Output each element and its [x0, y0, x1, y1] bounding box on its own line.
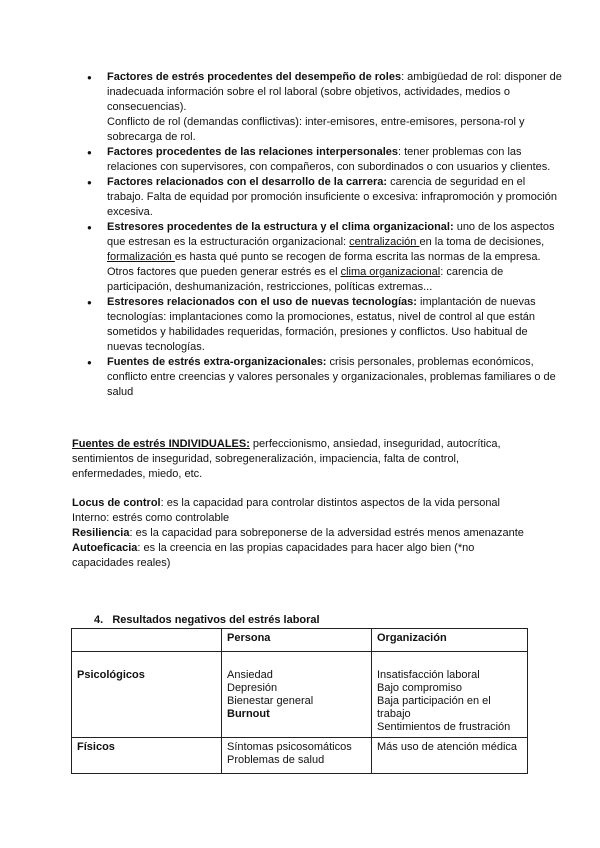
factor-heading: Estresores relacionados con el uso de nuevas tecnologías: — [107, 296, 417, 308]
table-cell: Ansiedad Depresión Bienestar general Burnout — [222, 652, 372, 738]
table-cell: Insatisfacción laboral Bajo compromiso Baja participación en el trabajo Sentimientos de frustración — [372, 652, 528, 738]
table-header-row — [72, 629, 528, 652]
section-heading: 4. Resultados negativos del estrés laboral — [94, 614, 320, 626]
individual-sources-paragraph: Fuentes de estrés INDIVIDUALES: perfeccionismo, ansiedad, inseguridad, autocrítica, sentimientos de inseguridad, sobregeneralización, impaciencia, falta de control, enfermedades, miedo, etc. — [72, 438, 501, 480]
table-header-cell: Organización — [372, 629, 528, 652]
results-table — [71, 628, 528, 774]
list-item: ● Fuentes de estrés extra-organizacionales: crisis personales, problemas económicos, conflicto entre creencias y valores personales y organizacionales, problemas familiares o de salud — [107, 355, 563, 400]
individual-sources-heading: Fuentes de estrés INDIVIDUALES: — [72, 438, 250, 450]
factor-heading: Estresores procedentes de la estructura y el clima organizacional: — [107, 221, 454, 233]
stress-factors-list — [74, 70, 563, 400]
list-item: ● Factores procedentes de las relaciones interpersonales: tener problemas con las relaciones con supervisores, con compañeros, con subordinados o con usuarios y clientes. — [107, 145, 563, 175]
row-label: Psicológicos — [72, 652, 222, 738]
list-item: ● Factores de estrés procedentes del desempeño de roles: ambigüedad de rol: disponer de inadecuada información sobre el rol laboral (sobre objetivos, actividades, medios o consecuencias). Conflicto de rol (demandas conflictivas): inter-emisores, entre-emisores, persona-rol y sobrecarga de rol. — [107, 70, 563, 145]
table-header-cell — [72, 629, 222, 652]
table-row — [72, 652, 528, 738]
table-cell: Síntomas psicosomáticos Problemas de salud — [222, 738, 372, 774]
list-item: ● Estresores procedentes de la estructura y el clima organizacional: uno de los aspectos que estresan es la estructuración organizacional: centralización en la toma de decisiones, formalización es hasta qué punto se recogen de forma escrita las normas de la empresa. Otros factores que pueden generar estrés es el clima organizacional: carencia de participación, deshumanización, restricciones, políticas extremas... — [107, 220, 563, 295]
resiliencia-definition: Resiliencia: es la capacidad para sobreponerse de la adversidad estrés menos amenazante — [72, 527, 524, 539]
factor-heading: Factores relacionados con el desarrollo de la carrera: — [107, 176, 388, 188]
list-item: ● Estresores relacionados con el uso de nuevas tecnologías: implantación de nuevas tecnologías: implantaciones como la promociones, estatus, nivel de control al que están sometidos y habilidades requeridas, formación, presiones y conflictos. Uso habitual de nuevas tecnologías. — [107, 295, 563, 355]
table-header-cell: Persona — [222, 629, 372, 652]
factor-heading: Factores procedentes de las relaciones interpersonales — [107, 146, 399, 158]
locus-definition: Locus de control: es la capacidad para controlar distintos aspectos de la vida personal — [72, 497, 500, 509]
definitions-block — [72, 496, 534, 571]
list-item: ● Factores relacionados con el desarrollo de la carrera: carencia de seguridad en el trabajo. Falta de equidad por promoción insuficiente o excesiva: infrapromoción y promoción excesiva. — [107, 175, 563, 220]
table-row — [72, 738, 528, 774]
autoeficacia-definition: Autoeficacia: es la creencia en las propias capacidades para hacer algo bien (*no capacidades reales) — [72, 542, 475, 569]
factor-heading: Fuentes de estrés extra-organizacionales: — [107, 356, 327, 368]
locus-sub: Interno: estrés como controlable — [72, 512, 230, 524]
table-cell: Más uso de atención médica — [372, 738, 528, 774]
factor-extra: Conflicto de rol (demandas conflictivas): inter-emisores, entre-emisores, persona-rol y sobrecarga de rol. — [107, 116, 525, 143]
row-label: Físicos — [72, 738, 222, 774]
factor-heading: Factores de estrés procedentes del desempeño de roles — [107, 71, 402, 83]
